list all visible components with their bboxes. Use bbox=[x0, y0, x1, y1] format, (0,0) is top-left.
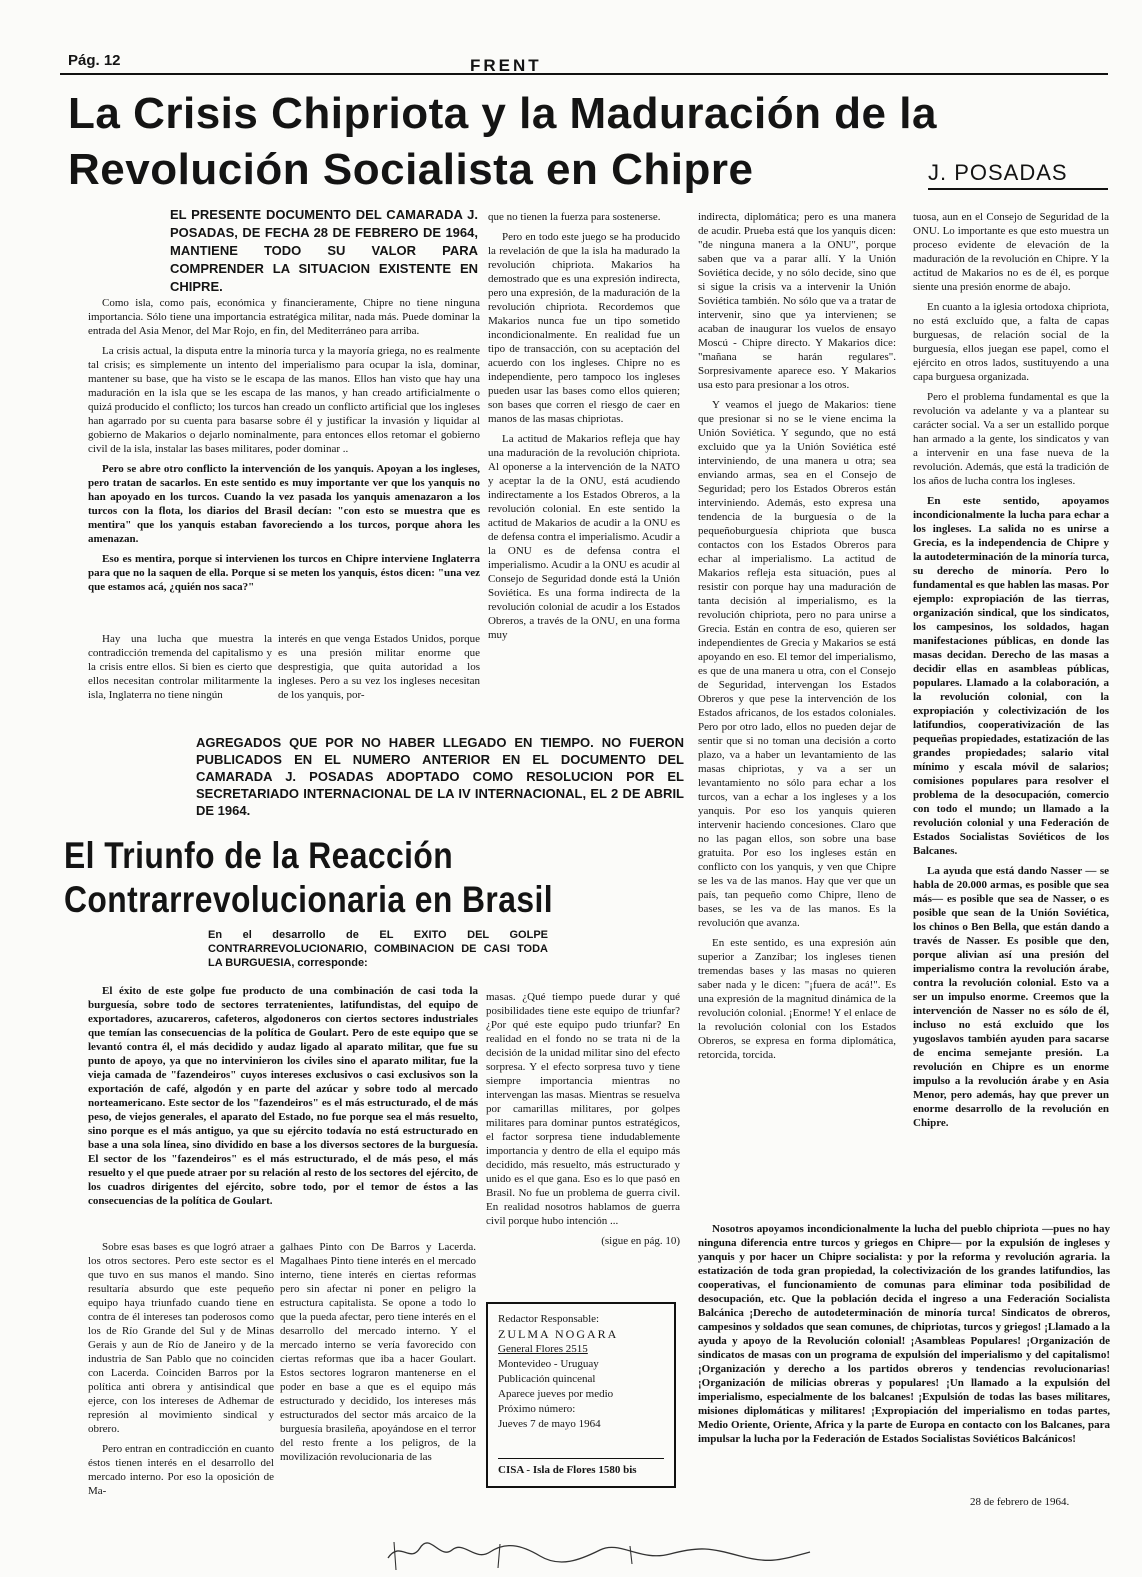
paragraph: En cuanto a la iglesia ortodoxa chipriota, no está excluído que, a falta de capas burguesas, de relación social de la burguesía, ellos juegan ese papel, como el ejército en otros lados, sustituyendo a una capa burguesa organizada. bbox=[913, 301, 1109, 383]
newspaper-name: FRENT bbox=[470, 56, 542, 75]
paragraph: La ayuda que está dando Nasser — se habla de 20.000 armas, es posible que sea más— es posible que sea de Nasser, o es posible que sean de la Unión Soviética, los chinos o Ben Bella, que están dando a través de Nasser. Es posible que den, porque alivian así una presión del imperialismo contra la revolución árabe, contra la revolución colonial. Esto va a ser un impulso enorme. Creemos que la intervención de Nasser no es sólo de él, incluso no está excluido que los yugoslavos también ayuden para sacarse de encima semejante presión. La revolución en Chipre es un enorme impulso a la revolución árabe y en Asia Menor, pero además, hay que prever un enorme desarrollo de la revolución en Chipre. bbox=[913, 865, 1109, 1129]
article-intro: EL PRESENTE DOCUMENTO DEL CAMARADA J. POSADAS, DE FECHA 28 DE FEBRERO DE 1964, MANTIENE TODO SU VALOR PARA COMPRENDER LA SITUACION EXISTENTE EN CHIPRE. bbox=[170, 207, 478, 294]
paragraph: tuosa, aun en el Consejo de Seguridad de la ONU. Lo importante es que esto muestra un proceso evidente de elevación de la maduración de la revolución en Chipre. Y la actitud de Makarios no es de él, es porque siente una presión enorme de abajo. bbox=[913, 211, 1109, 293]
paragraph: Pero entran en contradicción en cuanto éstos tienen interés en el desarrollo del mercado interno. Por eso la oposición de Ma- bbox=[88, 1443, 274, 1497]
paragraph: que no tienen la fuerza para sostenerse. bbox=[488, 211, 661, 223]
paragraph: Y veamos el juego de Makarios: tiene que presionar si no se le viene encima la Unión Soviética. Y segundo, que no está excluido que ya la Unión Soviética esté interviniendo, de una manera u otra; sea enviando armas, sea en el Consejo de Seguridad; pero los Estados Obreros están interviniendo. Además, esto expresa una tendencia de la burguesía o de la pequeñoburguesía chipriota que busca contactos con los Estados Obreros para echar al imperialismo. La actitud de Makarios refleja esta situación, pues al resistir con porque hay una maduración de tanta decisión al imperialismo, es la revolución chipriota, pero no para unirse a Grecia. Están en contra de eso, quieren ser independientes de Grecia y Makarios se está apoyando en eso. El temor del imperialismo, es que de una manera u otra, con el Consejo de Seguridad, intervengan los Estados Obreros y que pese la intervención de los Estados africanos, de los estados coloniales. Pero por otro lado, ellos no pueden dejar de sentir que si no toman una decisión a corto plazo, va a haber un levantamiento de las masas chipriotas, y va a ser un levantamiento no sólo para echar a los turcos, van a echar a los ingleses y a los yanquis. Por eso los yanquis quieren intervenir haciendo concesiones. Claro que no las pagan ellos, son sobre una base gratuita. Por eso los ingleses están en conflicto con los yanquis, y ven que Chipre se les va de las manos. Hay que ver que un país, tan pequeño como Chipre, lleno de bases, se les va de las manos. Es la revolución que avanza. bbox=[698, 399, 896, 929]
brasil-body-col2 bbox=[486, 990, 680, 1254]
printer: CISA - Isla de Flores 1580 bis bbox=[498, 1458, 664, 1478]
paragraph: En este sentido, apoyamos incondicionalmente la lucha para echar a los ingleses. La salida no es unirse a Grecia, es la independencia de Chipre y la autodeterminación de la minoría turca, su derecho de minoría. Pero lo fundamental es que hablen las masas. Por ejemplo: expropiación de las tierras, organización sindical, que los sindicatos, los campesinos, los soldados, hagan manifestaciones públicas, en donde las masas decidan. Derecho de las masas a decidir ellas en asambleas públicas, populares. Llamado a la colaboración, a la revolución colonial, con la expropiación y colectivización de los latifundios, cooperativización de las pequeñas propiedades, estatización de las grandes propiedades; salario vital mínimo y escala móvil de salarios; comisiones populares para resolver el problema de la desocupación, comercio con todo el mundo; un llamado a la revolución colonial y una Federación de Estados Socialistas Soviéticos de los Balcanes. bbox=[913, 495, 1109, 857]
paragraph: El éxito de este golpe fue producto de una combinación de casi toda la burguesía, sobre todo de sectores terratenientes, latifundistas, del equipo de exportadores, azucareros, cafeteros, algodoneros con ciertos sectores industriales que temían las consecuencias de la política de Goulart. Pero de este equipo que se levantó contra él, el más decidido y audaz ligado al aparato militar, que fue su punto de apoyo, ya que no intervinieron los civiles sino el aparato militar, fue la vieja camada de "fazendeiros" cuyos intereses exclusivos o casi exclusivos son la exportación de café, algodón y en parte del azúcar y sobre todo al mercado norteamericano. Este sector de los "fazendeiros" es el más estructurado, el de más peso, de viejos generales, el aparato del Estado, no fue porque sea el más resuelto, sino porque es el más antiguo, ya que su ejército todavía no está estructurado en base a una sola línea, sino dividido en base a los diversos sectores de la burguesía. El sector de los "fazendeiros" es el más estructurado, el de más peso, el más resuelto y el que puede atraer por su relación al resto de los sectores del ejército, de los cuadros dirigentes del ejército, sobre todo, por el temor de éstos a las consecuencias de la política de Goulart. bbox=[88, 985, 478, 1207]
article-body-sub-right bbox=[278, 632, 480, 708]
paragraph: Como isla, como país, económica y financieramente, Chipre no tiene ninguna importancia. Sólo tiene una importancia estratégica militar, nada más. Puede dominar la entrada del Asia Menor, del Mar Rojo, en fin, del Mediterráneo para arriba. bbox=[88, 297, 480, 337]
paragraph: Sobre esas bases es que logró atraer a los otros sectores. Pero este sector es el que tuvo en sus manos el mando. Sino resultaría absurdo que este pequeño equipo haya triunfado cuando tiene en contra de él intereses tan poderosos como los de Río Grande del Sul y de Minas Gerais y aun de Río de Janeiro y de la industria de San Pablo que no coinciden con Lacerda. Coinciden Barros por la política anti obrera y antisindical que ejerce, con los intereses de Adhemar de represión al movimiento sindical y obrero. bbox=[88, 1241, 274, 1435]
paragraph: Nosotros apoyamos incondicionalmente la lucha del pueblo chipriota —pues no hay ninguna diferencia entre turcos y griegos en Chipre— por la expulsión de ingleses y yanquis y por hacer un Chipre socialista: y por la reforma y revolución agraria. la estatización de toda gran propiedad, la colectivización de los grandes latifundios, las cooperativas, el funcionamiento de comunas para eliminar toda posibilidad de desocupación, etc. Que la población decida el ingreso a una Federación Socialista Balcánica ¡Derecho de autodeterminación de minoría turca! Sindicatos de obreros, campesinos y soldados que sean comunes, de chipriotas, turcos y griegos! ¡Llamado a la ayuda y apoyo de la Revolución colonial! ¡Asambleas Populares! ¡Organización de sindicatos de masas con un programa de expulsión del imperialismo y del capitalismo! ¡Organización y derecho a los partidos obreros y tendencias revolucionarias! ¡Organización de milicias obreras y populares! ¡Un llamado a la expulsión del imperialismo, especialmente de los balcanes! ¡Expulsión de todas las bases militares, misiones diplomáticas y militares! ¡Expropiación del imperialismo en todas partes, Medio Oriente, Oriente, Africa y la parte de Europa en contacto con los Balcanes, para impulsar la lucha por la Federación de Estados Socialistas Soviéticos Balcánicos! bbox=[698, 1223, 1110, 1445]
article-column-4 bbox=[913, 210, 1109, 1136]
brasil-body-main bbox=[88, 984, 478, 1214]
editor-name: ZULMA NOGARA bbox=[498, 1327, 619, 1341]
article-body-sub-left bbox=[88, 632, 272, 708]
brasil-sub-right bbox=[280, 1240, 476, 1470]
paragraph: Hay una lucha que muestra la contradicción tremenda del capitalismo y la crisis entre ellos. Si bien es cierto que ellos necesitan controlar militarmente la isla, Inglaterra no tiene ningún bbox=[88, 633, 272, 701]
author-byline: J. POSADAS bbox=[928, 160, 1108, 190]
paragraph: Pero el problema fundamental es que la revolución va adelante y va a plantear su carácter social. Va a ser un estallido porque han armado a la gente, los sindicatos y van a intervenir en una fase nueva de la revolución. Además, que está la tradición de los años de lucha contra los ingleses. bbox=[913, 391, 1109, 487]
appearance: Aparece jueves por medio bbox=[498, 1388, 614, 1400]
document-date: 28 de febrero de 1964. bbox=[970, 1496, 1070, 1508]
address: General Flores 2515 bbox=[498, 1343, 588, 1355]
article-title-line1: La Crisis Chipriota y la Maduración de la bbox=[68, 89, 937, 138]
next-issue-date: Jueves 7 de mayo 1964 bbox=[498, 1418, 601, 1430]
paragraph: Pero en todo este juego se ha producido la revelación de que la isla ha madurado la revolución chipriota. Makarios ha demostrado que es una expresión indirecta, pero una expresión, de la maduración de la revolución chipriota. Recordemos que Makarios nunca fue un tipo sometido incondicionalmente. En realidad fue un tipo de transacción, con su aceptación del acuerdo con los ingleses. Chipre no es independiente, pero tampoco los ingleses pueden usar las bases como ellos quieren; son bases que corren el riesgo de caer en manos de las masas chipriotas. bbox=[488, 231, 680, 425]
paragraph: galhaes Pinto con De Barros y Lacerda. Magalhaes Pinto tiene interés en el mercado interno, tiene interés en ciertas reformas pero sin afectar ni poner en peligro la estructura capitalista. Se opone a todo lo que la pueda afectar, pero tiene interés en el desarrollo del mercado interno. Y el mercado interno se vería favorecido con ciertas reformas que iba a hacer Goulart. Estos sectores lograron mantenerse en el poder en base a que es el equipo más estructurado y decidido, los intereses más estructurados del sector más arcaico de la burguesía brasileña, apoyándose en el terror del resto frente a los peligros, de la movilización revolucionaria de las bbox=[280, 1241, 476, 1463]
article-column-3 bbox=[698, 210, 896, 1068]
article-body-main bbox=[88, 296, 480, 600]
brasil-title bbox=[64, 834, 597, 922]
page-number: Pág. 12 bbox=[68, 52, 121, 69]
brasil-sub-left bbox=[88, 1240, 274, 1504]
city: Montevideo - Uruguay bbox=[498, 1358, 599, 1370]
header-rule bbox=[60, 73, 1108, 75]
paragraph: indirecta, diplomática; pero es una manera de acudir. Prueba está que los yanquis dicen: "de ninguna manera a la ONU", porque saben que va a parar allí. Y la Unión Soviética decide, y no sólo decide, sino que si sigue la crisis va a intervenir la Unión Soviética también. No sólo que va a tratar de intervenir, sino que ya intervienen; se acaban de inaugurar los vuelos de ensayo Moscú - Chipre directo. Y Makarios dice: "mañana se harán regulares". Sorpresivamente aparece eso. Y Makarios usa esto para presionar a los otros. bbox=[698, 211, 896, 391]
brasil-title-line2: Contrarrevolucionaria en Brasil bbox=[64, 879, 554, 920]
brasil-intro: En el desarrollo de EL EXITO DEL GOLPE CONTRARREVOLUCIONARIO, COMBINACION DE CASI TODA LA BURGUESIA, corresponde: bbox=[208, 929, 548, 969]
paragraph: En este sentido, es una expresión aún superior a Zanzíbar; los ingleses tienen tremendas bases y las masas no quieren saber nada y le dicen: "¡fuera de acá!". Es una expresión de la magnitud dinámica de la revolución colonial. ¡Enorme! Y el enlace de la revolución colonial con los Estados Obreros, se expresa en forma diplomática, retorcida, torcida. bbox=[698, 937, 896, 1061]
paragraph: La crisis actual, la disputa entre la minoría turca y la mayoría griega, no es realmente tal crisis; es simplemente un intento del imperialismo para ocupar la isla, dominar, mantener su base, que ha visto se le escapa de las manos. Ellos han visto que hay una maduración en la isla que se les escapa de las manos, y han creado artificialmente o quizá producido el conflicto; los turcos han creado un conflicto artificial que los ingleses han agarrado por su cuenta para basarse sobre él y justificar la invasión y liquidar al gobierno de Makarios o dejarlo nominalmente, para entonces ellos retomar el gobierno civil de la isla, instalar las bases militares, poder dominar .. bbox=[88, 345, 480, 455]
paragraph: interés en que venga Estados Unidos, porque es una presión militar enorme que desprestigia, que quita autoridad a los ingleses. Pero a su vez los ingleses necesitan de los yanquis, por- bbox=[278, 633, 480, 701]
masthead-box bbox=[486, 1302, 676, 1488]
next-issue-label: Próximo número: bbox=[498, 1403, 576, 1415]
brasil-title-line1: El Triunfo de la Reacción bbox=[64, 835, 454, 876]
addendum-note: AGREGADOS QUE POR NO HABER LLEGADO EN TIEMPO. NO FUERON PUBLICADOS EN EL NUMERO ANTERIOR EN EL DOCUMENTO DEL CAMARADA J. POSADAS ADOPTADO COMO RESOLUCION POR EL SECRETARIADO INTERNACIONAL DE LA IV INTERNACIONAL, EL 2 DE ABRIL DE 1964. bbox=[196, 735, 684, 818]
continued-note: (sigue en pág. 10) bbox=[601, 1235, 680, 1247]
final-statement bbox=[698, 1222, 1110, 1452]
frequency: Publicación quincenal bbox=[498, 1373, 596, 1385]
paragraph: La actitud de Makarios refleja que hay una maduración de la revolución chipriota. Al oponerse a la intervención de la NATO y aceptar la de la ONU, está acudiendo indirectamente a los Estados Obreros, a la revolución colonial. En este sentido la actitud de Makarios de acudir a la ONU es de defensa contra el imperialismo. Acudir a la ONU es de defensa contra el imperialismo. Acudir a la ONU es acudir al Consejo de Seguridad donde está la Unión Soviética. Es una forma indirecta de la revolución colonial de acudir a los Estados Obreros, a través de la ONU, en una forma muy bbox=[488, 433, 680, 641]
paragraph: masas. ¿Qué tiempo puede durar y qué posibilidades tiene este equipo de triunfar? ¿Por qué este equipo pudo triunfar? En realidad en el fondo no se trata ni de la decisión de la unidad militar sino del efecto sorpresa. Y el efecto sorpresa tuvo y tiene siempre importancia mientras no intervengan las masas. Mientras se resuelva por camarillas militares, por golpes militares para dominar puntos estratégicos, el factor sorpresa tiene indudablemente importancia y dentro de ella el equipo más decidido, más resuelto, más estructurado y unido es el que gana. Eso es lo que pasó en Brasil. No fue un problema de guerra civil. En realidad nosotros hablamos de guerra civil porque hubo intención ... bbox=[486, 991, 680, 1227]
editor-label: Redactor Responsable: bbox=[498, 1313, 600, 1325]
article-title-line2: Revolución Socialista en Chipre bbox=[68, 145, 754, 194]
paragraph: Pero se abre otro conflicto la intervención de los yanquis. Apoyan a los ingleses, pero tratan de sacarlos. En este sentido es muy importante ver que los yanquis no han apoyado en los turcos. Cuando la vez pasada los yanquis amenazaron a los turcos con la flota, los diarios del Brasil decían: "con esto se muestra que es mentira" que los yanquis estaban favoreciendo a los turcos, porque ahora les amenazan. bbox=[88, 463, 480, 545]
article-column-2 bbox=[488, 210, 680, 648]
handwritten-signature bbox=[380, 1530, 840, 1574]
paragraph: Eso es mentira, porque si intervienen los turcos en Chipre interviene Inglaterra para que no la saquen de ella. Porque si se meten los yanquis, éstos dicen: "una vez que estamos acá, ¿quién nos saca?" bbox=[88, 553, 480, 593]
